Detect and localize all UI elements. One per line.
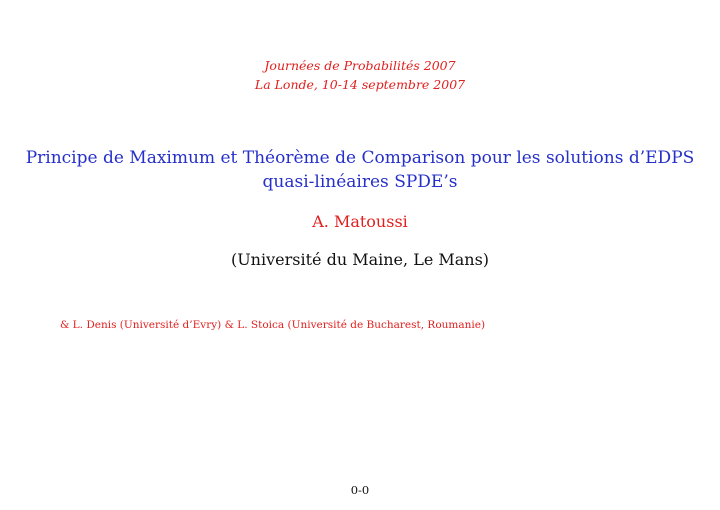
page-number: 0-0 [350,483,370,497]
author-affiliation: (Université du Maine, Le Mans) [230,250,490,269]
coauthors-line: & L. Denis (Université d’Evry) & L. Stoica (Université de Bucharest, Roumanie) [60,319,486,331]
conference-name: Journées de Probabilités 2007 [264,58,456,73]
title-line-1: Principe de Maximum et Théorème de Comparison pour les solutions d’EDPS [25,148,695,168]
conference-location-date: La Londe, 10-14 septembre 2007 [254,77,466,92]
title-line-2: quasi-linéaires SPDE’s [262,172,458,192]
author-name: A. Matoussi [312,212,408,231]
